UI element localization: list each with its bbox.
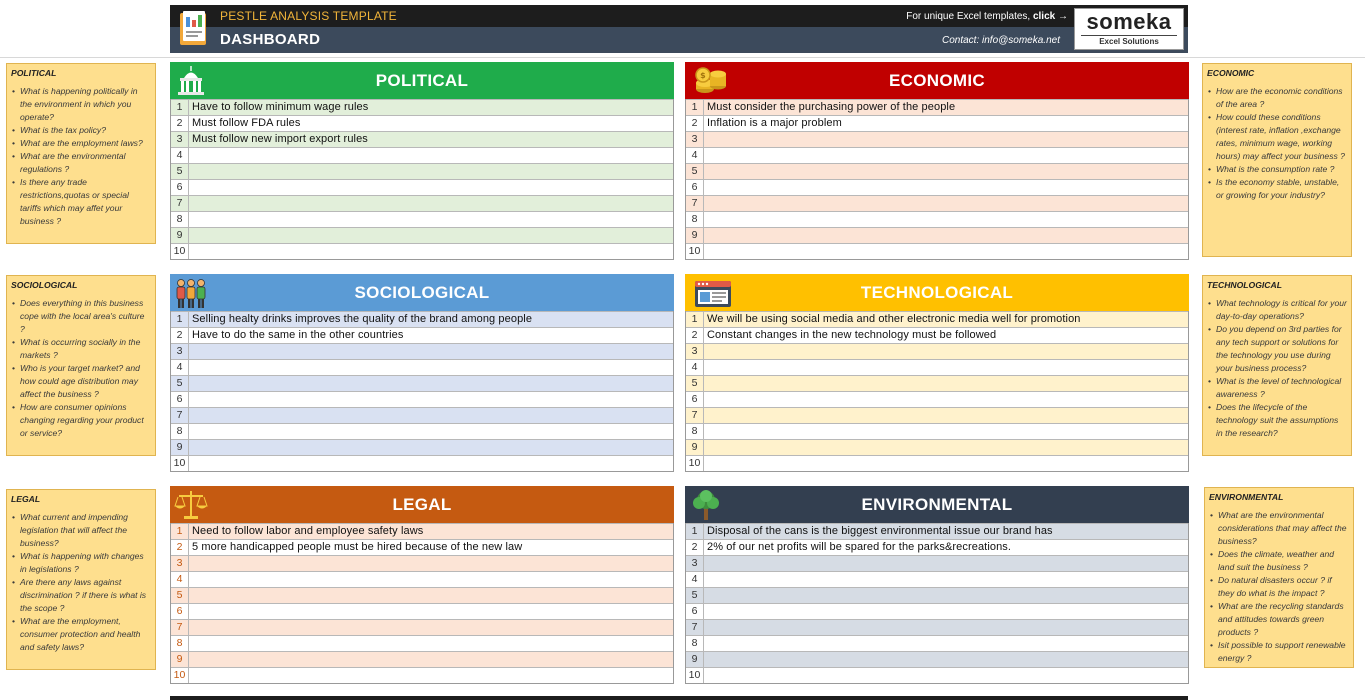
row-number: 8 xyxy=(171,636,189,651)
row-number: 5 xyxy=(171,376,189,391)
row-number: 8 xyxy=(686,636,704,651)
panel-title: ENVIRONMENTAL xyxy=(861,495,1013,514)
promo-label: For unique Excel templates, xyxy=(906,11,1031,22)
row-number: 3 xyxy=(171,132,189,147)
report-icon xyxy=(178,9,210,47)
table-row[interactable] xyxy=(171,99,673,115)
row-number: 4 xyxy=(686,148,704,163)
row-number: 1 xyxy=(686,100,704,115)
row-entry-cell[interactable] xyxy=(189,572,673,587)
table-row[interactable] xyxy=(171,195,673,211)
panel-header xyxy=(170,62,674,99)
row-number: 4 xyxy=(171,360,189,375)
note-item: • What is occurring socially in the markets ? xyxy=(11,336,151,362)
panel-sociological xyxy=(170,274,674,470)
note-item: • Is there any trade restrictions,quotas or special tariffs which may affet your business ? xyxy=(11,176,151,228)
table-row[interactable] xyxy=(686,455,1188,471)
row-entry-cell[interactable] xyxy=(704,376,1188,391)
row-entry-cell[interactable] xyxy=(189,244,673,259)
header-separator xyxy=(0,57,1365,58)
table-row[interactable] xyxy=(171,651,673,667)
people-group-icon xyxy=(174,276,208,310)
row-entry-cell[interactable]: We will be using social media and other electronic media well for promotion xyxy=(707,313,1081,325)
note-item: • Do natural disasters occur ? if they do what is the impact ? xyxy=(1209,574,1349,600)
note-item: • What is the tax policy? xyxy=(11,124,151,137)
note-environmental xyxy=(1204,487,1354,668)
row-number: 1 xyxy=(171,524,189,539)
panel-title: TECHNOLOGICAL xyxy=(860,283,1014,302)
row-entry-cell[interactable] xyxy=(189,652,673,667)
row-number: 7 xyxy=(171,620,189,635)
table-row[interactable] xyxy=(171,603,673,619)
row-entry-cell[interactable] xyxy=(704,344,1188,359)
table-row[interactable] xyxy=(171,635,673,651)
row-number: 9 xyxy=(171,652,189,667)
table-row[interactable] xyxy=(171,343,673,359)
row-entry-cell[interactable] xyxy=(704,212,1188,227)
row-entry-cell[interactable] xyxy=(189,376,673,391)
row-number: 10 xyxy=(171,244,189,259)
row-entry-cell[interactable] xyxy=(704,244,1188,259)
note-technological xyxy=(1202,275,1352,456)
promo-link[interactable]: click → xyxy=(1032,11,1068,22)
row-number: 2 xyxy=(686,540,704,555)
panel-legal xyxy=(170,486,674,682)
note-list xyxy=(1207,85,1347,202)
note-list xyxy=(11,511,151,654)
row-number: 10 xyxy=(686,244,704,259)
table-row[interactable] xyxy=(171,179,673,195)
row-entry-cell[interactable] xyxy=(704,572,1188,587)
note-item: • What are the environmental regulations ? xyxy=(11,150,151,176)
table-row[interactable] xyxy=(171,555,673,571)
table-row[interactable] xyxy=(171,147,673,163)
page-title: DASHBOARD xyxy=(220,31,321,48)
table-row[interactable] xyxy=(171,131,673,147)
dashboard-header xyxy=(170,5,1188,53)
row-number: 3 xyxy=(171,556,189,571)
footer-bar xyxy=(170,696,1188,700)
row-number: 8 xyxy=(171,424,189,439)
table-row[interactable] xyxy=(171,455,673,471)
row-number: 1 xyxy=(686,312,704,327)
government-building-icon xyxy=(174,64,208,98)
row-number: 5 xyxy=(171,164,189,179)
row-entry-cell[interactable] xyxy=(704,636,1188,651)
row-entry-cell[interactable] xyxy=(189,148,673,163)
panel-economic xyxy=(685,62,1189,258)
note-list xyxy=(11,297,151,440)
note-item: • What technology is critical for your day-to-day operations? xyxy=(1207,297,1347,323)
table-row[interactable] xyxy=(171,327,673,343)
note-item: • Who is your target market? and how could age distribution may affect the business ? xyxy=(11,362,151,401)
note-item: • How are the economic conditions of the area ? xyxy=(1207,85,1347,111)
table-row[interactable] xyxy=(171,423,673,439)
note-item: • How could these conditions (interest rate, inflation ,exchange rates, minimum wage, working hours) may affect your business ? xyxy=(1207,111,1347,163)
table-row[interactable] xyxy=(171,619,673,635)
row-entry-cell[interactable] xyxy=(189,556,673,571)
table-row[interactable] xyxy=(171,439,673,455)
note-list xyxy=(11,85,151,228)
note-item: • What are the environmental considerations that may affect the business? xyxy=(1209,509,1349,548)
row-number: 10 xyxy=(171,456,189,471)
row-number: 7 xyxy=(171,196,189,211)
row-number: 4 xyxy=(171,148,189,163)
row-entry-cell[interactable] xyxy=(704,148,1188,163)
row-entry-cell[interactable] xyxy=(704,228,1188,243)
table-row[interactable] xyxy=(686,667,1188,683)
row-entry-cell[interactable] xyxy=(189,604,673,619)
row-entry-cell[interactable]: Must follow FDA rules xyxy=(192,117,301,129)
panel-header xyxy=(170,486,674,523)
row-entry-cell[interactable] xyxy=(704,196,1188,211)
row-number: 10 xyxy=(171,668,189,683)
row-number: 6 xyxy=(171,604,189,619)
row-number: 9 xyxy=(686,228,704,243)
row-number: 9 xyxy=(171,440,189,455)
row-entry-cell[interactable] xyxy=(704,440,1188,455)
app-title: PESTLE ANALYSIS TEMPLATE xyxy=(220,9,397,23)
note-title: SOCIOLOGICAL xyxy=(11,280,78,290)
note-item: • What is the consumption rate ? xyxy=(1207,163,1347,176)
tree-icon xyxy=(689,488,723,522)
panel-title: POLITICAL xyxy=(375,71,469,90)
note-item: • Isit possible to support renewable energy ? xyxy=(1209,639,1349,665)
panel-title: LEGAL xyxy=(392,495,452,514)
table-row[interactable] xyxy=(171,211,673,227)
row-entry-cell[interactable]: 2% of our net profits will be spared for the parks&recreations. xyxy=(707,541,1012,553)
entry-list xyxy=(685,523,1189,684)
table-row[interactable] xyxy=(171,359,673,375)
row-number: 9 xyxy=(686,652,704,667)
panel-political xyxy=(170,62,674,258)
row-entry-cell[interactable] xyxy=(189,360,673,375)
brand-logo[interactable] xyxy=(1074,8,1184,50)
note-title: ECONOMIC xyxy=(1207,68,1255,78)
row-entry-cell[interactable]: Constant changes in the new technology must be followed xyxy=(707,329,997,341)
row-number: 6 xyxy=(171,392,189,407)
note-item: • What current and impending legislation that will affect the business? xyxy=(11,511,151,550)
row-number: 10 xyxy=(686,456,704,471)
row-entry-cell[interactable] xyxy=(704,588,1188,603)
note-item: • What are the employment, consumer protection and health and safety laws? xyxy=(11,615,151,654)
panel-title: SOCIOLOGICAL xyxy=(354,283,490,302)
row-entry-cell[interactable] xyxy=(189,408,673,423)
row-entry-cell[interactable] xyxy=(189,668,673,683)
row-entry-cell[interactable] xyxy=(704,668,1188,683)
table-row[interactable] xyxy=(171,523,673,539)
note-item: • What is the level of technological awareness ? xyxy=(1207,375,1347,401)
row-entry-cell[interactable] xyxy=(704,456,1188,471)
row-entry-cell[interactable] xyxy=(704,360,1188,375)
row-entry-cell[interactable] xyxy=(189,212,673,227)
table-row[interactable] xyxy=(686,619,1188,635)
row-number: 3 xyxy=(686,132,704,147)
row-number: 4 xyxy=(171,572,189,587)
contact-email[interactable]: Contact: info@someka.net xyxy=(942,35,1060,46)
entry-list xyxy=(685,99,1189,260)
note-legal xyxy=(6,489,156,670)
row-number: 1 xyxy=(171,100,189,115)
table-row[interactable] xyxy=(686,311,1188,327)
row-number: 7 xyxy=(171,408,189,423)
note-item: • Does the lifecycle of the technology suit the assumptions in the research? xyxy=(1207,401,1347,440)
table-row[interactable] xyxy=(171,667,673,683)
note-title: POLITICAL xyxy=(11,68,57,78)
table-row[interactable] xyxy=(171,115,673,131)
note-economic xyxy=(1202,63,1352,257)
row-entry-cell[interactable] xyxy=(704,652,1188,667)
note-item: • Is the economy stable, unstable, or growing for your industry? xyxy=(1207,176,1347,202)
table-row[interactable] xyxy=(171,407,673,423)
row-number: 2 xyxy=(171,540,189,555)
row-entry-cell[interactable]: Need to follow labor and employee safety laws xyxy=(192,525,424,537)
row-entry-cell[interactable] xyxy=(189,620,673,635)
row-entry-cell[interactable] xyxy=(704,604,1188,619)
row-entry-cell[interactable] xyxy=(704,132,1188,147)
note-item: • Do you depend on 3rd parties for any tech support or solutions for the technology you use during your business process? xyxy=(1207,323,1347,375)
row-number: 7 xyxy=(686,196,704,211)
row-number: 8 xyxy=(686,212,704,227)
row-number: 4 xyxy=(686,572,704,587)
row-entry-cell[interactable]: Must consider the purchasing power of the people xyxy=(707,101,956,113)
row-number: 6 xyxy=(686,392,704,407)
row-number: 1 xyxy=(686,524,704,539)
row-entry-cell[interactable] xyxy=(704,164,1188,179)
table-row[interactable] xyxy=(686,327,1188,343)
row-number: 3 xyxy=(686,556,704,571)
table-row[interactable] xyxy=(171,391,673,407)
note-item: • What is happening with changes in legislations ? xyxy=(11,550,151,576)
row-entry-cell[interactable] xyxy=(189,636,673,651)
table-row[interactable] xyxy=(171,571,673,587)
table-row[interactable] xyxy=(171,539,673,555)
row-entry-cell[interactable]: Disposal of the cans is the biggest environmental issue our brand has xyxy=(707,525,1053,537)
table-row[interactable] xyxy=(686,407,1188,423)
table-row[interactable] xyxy=(686,587,1188,603)
table-row[interactable] xyxy=(686,523,1188,539)
web-browser-icon xyxy=(689,276,731,310)
row-number: 8 xyxy=(686,424,704,439)
row-number: 3 xyxy=(171,344,189,359)
table-row[interactable] xyxy=(171,311,673,327)
row-number: 5 xyxy=(686,164,704,179)
panel-header xyxy=(685,486,1189,523)
row-entry-cell[interactable]: 5 more handicapped people must be hired because of the new law xyxy=(192,541,523,553)
svg-text:$: $ xyxy=(700,71,706,80)
entry-list xyxy=(170,311,674,472)
coins-icon xyxy=(689,64,733,98)
table-row[interactable] xyxy=(686,359,1188,375)
table-row[interactable] xyxy=(686,439,1188,455)
table-row[interactable] xyxy=(686,147,1188,163)
row-number: 2 xyxy=(171,328,189,343)
row-entry-cell[interactable] xyxy=(704,180,1188,195)
row-entry-cell[interactable] xyxy=(189,228,673,243)
table-row[interactable] xyxy=(686,603,1188,619)
table-row[interactable] xyxy=(171,163,673,179)
table-row[interactable] xyxy=(686,423,1188,439)
table-row[interactable] xyxy=(686,163,1188,179)
panel-environmental xyxy=(685,486,1189,682)
panel-header xyxy=(685,274,1189,311)
table-row[interactable] xyxy=(686,227,1188,243)
table-row[interactable] xyxy=(171,375,673,391)
note-item: • What are the employment laws? xyxy=(11,137,151,150)
row-number: 6 xyxy=(686,180,704,195)
table-row[interactable] xyxy=(686,391,1188,407)
row-entry-cell[interactable] xyxy=(189,440,673,455)
table-row[interactable] xyxy=(686,115,1188,131)
table-row[interactable] xyxy=(686,555,1188,571)
note-item: • What is happening politically in the environment in which you operate? xyxy=(11,85,151,124)
table-row[interactable] xyxy=(171,587,673,603)
row-number: 5 xyxy=(686,588,704,603)
row-number: 9 xyxy=(171,228,189,243)
row-entry-cell[interactable]: Must follow new import export rules xyxy=(192,133,368,145)
row-number: 6 xyxy=(686,604,704,619)
row-entry-cell[interactable]: Inflation is a major problem xyxy=(707,117,842,129)
row-number: 10 xyxy=(686,668,704,683)
panel-header xyxy=(170,274,674,311)
note-political xyxy=(6,63,156,244)
table-row[interactable] xyxy=(686,571,1188,587)
table-row[interactable] xyxy=(686,343,1188,359)
brand-name: someka xyxy=(1086,9,1172,34)
table-row[interactable] xyxy=(686,243,1188,259)
row-entry-cell[interactable] xyxy=(189,456,673,471)
row-entry-cell[interactable] xyxy=(704,424,1188,439)
panel-technological xyxy=(685,274,1189,470)
row-entry-cell[interactable] xyxy=(189,392,673,407)
row-number: 2 xyxy=(686,116,704,131)
row-number: 5 xyxy=(171,588,189,603)
note-item: • Are there any laws against discrimination ? if there is what is the scope ? xyxy=(11,576,151,615)
table-row[interactable] xyxy=(686,211,1188,227)
row-entry-cell[interactable] xyxy=(189,196,673,211)
row-number: 4 xyxy=(686,360,704,375)
row-entry-cell[interactable] xyxy=(189,164,673,179)
row-number: 6 xyxy=(171,180,189,195)
table-row[interactable] xyxy=(171,243,673,259)
note-item: • How are consumer opinions changing regarding your product or service? xyxy=(11,401,151,440)
note-list xyxy=(1209,509,1349,665)
row-number: 7 xyxy=(686,620,704,635)
scales-of-justice-icon xyxy=(174,488,208,522)
row-entry-cell[interactable]: Selling healty drinks improves the quality of the brand among people xyxy=(192,313,533,325)
note-item: • What are the recycling standards and attitudes towards green products ? xyxy=(1209,600,1349,639)
note-item: • Does the climate, weather and land suit the business ? xyxy=(1209,548,1349,574)
row-entry-cell[interactable]: Have to do the same in the other countries xyxy=(192,329,404,341)
panel-header xyxy=(685,62,1189,99)
row-entry-cell[interactable] xyxy=(189,180,673,195)
row-number: 2 xyxy=(171,116,189,131)
row-number: 3 xyxy=(686,344,704,359)
table-row[interactable] xyxy=(686,375,1188,391)
row-number: 1 xyxy=(171,312,189,327)
table-row[interactable] xyxy=(686,651,1188,667)
table-row[interactable] xyxy=(686,99,1188,115)
row-entry-cell[interactable]: Have to follow minimum wage rules xyxy=(192,101,369,113)
note-list xyxy=(1207,297,1347,440)
row-number: 2 xyxy=(686,328,704,343)
note-title: TECHNOLOGICAL xyxy=(1207,280,1282,290)
row-number: 5 xyxy=(686,376,704,391)
row-number: 7 xyxy=(686,408,704,423)
entry-list xyxy=(685,311,1189,472)
table-row[interactable] xyxy=(686,195,1188,211)
entry-list xyxy=(170,99,674,260)
table-row[interactable] xyxy=(686,539,1188,555)
note-item: • Does everything in this business cope with the local area's culture ? xyxy=(11,297,151,336)
table-row[interactable] xyxy=(171,227,673,243)
row-entry-cell[interactable] xyxy=(704,620,1188,635)
row-entry-cell[interactable] xyxy=(189,588,673,603)
row-entry-cell[interactable] xyxy=(704,392,1188,407)
note-title: LEGAL xyxy=(11,494,41,504)
note-title: ENVIRONMENTAL xyxy=(1209,492,1284,502)
row-entry-cell[interactable] xyxy=(189,424,673,439)
panel-title: ECONOMIC xyxy=(889,71,985,90)
brand-subtitle: Excel Solutions xyxy=(1081,35,1177,47)
table-row[interactable] xyxy=(686,179,1188,195)
row-number: 8 xyxy=(171,212,189,227)
row-entry-cell[interactable] xyxy=(704,556,1188,571)
table-row[interactable] xyxy=(686,635,1188,651)
row-entry-cell[interactable] xyxy=(189,344,673,359)
table-row[interactable] xyxy=(686,131,1188,147)
row-number: 9 xyxy=(686,440,704,455)
note-sociological xyxy=(6,275,156,456)
row-entry-cell[interactable] xyxy=(704,408,1188,423)
entry-list xyxy=(170,523,674,684)
promo-text xyxy=(906,11,1068,22)
